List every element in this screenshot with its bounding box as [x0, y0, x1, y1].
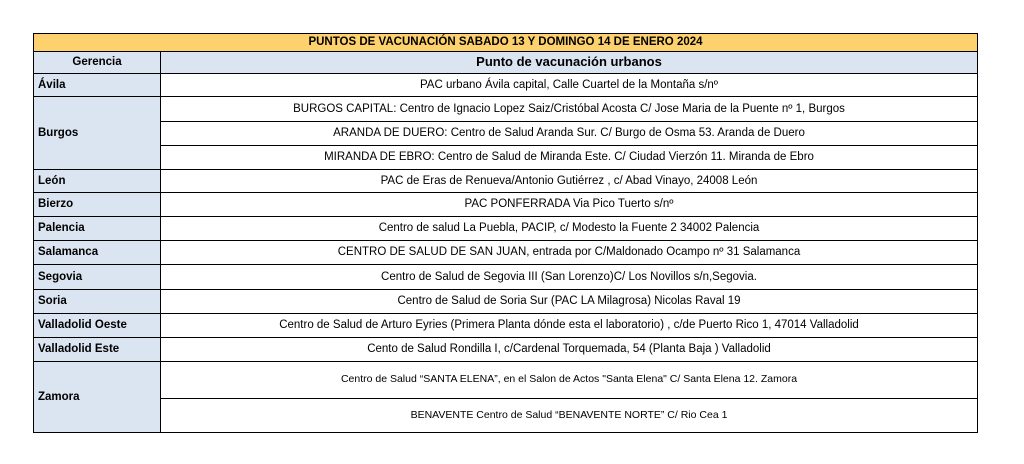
- table-row: [34, 362, 978, 399]
- gerencia-cell: Segovia: [34, 265, 161, 290]
- gerencia-cell: Ávila: [34, 74, 161, 97]
- punto-cell: Centro de Salud de Arturo Eyries (Primera Planta dónde esta el laboratorio) , c/de Puerto Rico 1, 47014 Valladolid: [161, 314, 978, 338]
- vaccination-table: [33, 33, 978, 433]
- punto-cell: PAC urbano Ávila capital, Calle Cuartel de la Montaña s/nº: [161, 74, 978, 97]
- gerencia-cell: Palencia: [34, 217, 161, 241]
- gerencia-cell: Valladolid Oeste: [34, 314, 161, 338]
- gerencia-cell: Zamora: [34, 362, 161, 433]
- header-row: [34, 52, 978, 74]
- punto-cell: Centro de Salud de Segovia III (San Lorenzo)C/ Los Novillos s/n,Segovia.: [161, 265, 978, 290]
- table-row: [34, 265, 978, 290]
- punto-cell: PAC PONFERRADA Via Pico Tuerto s/nº: [161, 193, 978, 217]
- punto-cell: Centro de salud La Puebla, PACIP, c/ Modesto la Fuente 2 34002 Palencia: [161, 217, 978, 241]
- gerencia-cell: Bierzo: [34, 193, 161, 217]
- title-row: [34, 34, 978, 52]
- punto-cell: BURGOS CAPITAL: Centro de Ignacio Lopez Saiz/Cristóbal Acosta C/ Jose Maria de la Puente nº 1, Burgos: [161, 97, 978, 122]
- table-row: [34, 193, 978, 217]
- table-row: [34, 241, 978, 265]
- gerencia-cell: León: [34, 170, 161, 193]
- header-punto: Punto de vacunación urbanos: [161, 52, 978, 74]
- table-row: [34, 314, 978, 338]
- punto-cell: Centro de Salud “SANTA ELENA”, en el Salon de Actos "Santa Elena" C/ Santa Elena 12. Zamora: [161, 362, 978, 399]
- header-gerencia: Gerencia: [34, 52, 161, 74]
- gerencia-cell: Salamanca: [34, 241, 161, 265]
- table-row: [34, 217, 978, 241]
- gerencia-cell: Burgos: [34, 97, 161, 170]
- table-row: [34, 290, 978, 314]
- punto-cell: PAC de Eras de Renueva/Antonio Gutiérrez , c/ Abad Vinayo, 24008 León: [161, 170, 978, 193]
- table-row: [34, 122, 978, 146]
- table-row: [34, 399, 978, 433]
- table-row: [34, 146, 978, 170]
- punto-cell: CENTRO DE SALUD DE SAN JUAN, entrada por C/Maldonado Ocampo nº 31 Salamanca: [161, 241, 978, 265]
- table-row: [34, 338, 978, 362]
- gerencia-cell: Valladolid Este: [34, 338, 161, 362]
- punto-cell: Cento de Salud Rondilla I, c/Cardenal Torquemada, 54 (Planta Baja ) Valladolid: [161, 338, 978, 362]
- table-row: [34, 97, 978, 122]
- punto-cell: ARANDA DE DUERO: Centro de Salud Aranda Sur. C/ Burgo de Osma 53. Aranda de Duero: [161, 122, 978, 146]
- table-row: [34, 170, 978, 193]
- gerencia-cell: Soria: [34, 290, 161, 314]
- table-title: PUNTOS DE VACUNACIÓN SABADO 13 Y DOMINGO 14 DE ENERO 2024: [34, 34, 978, 52]
- punto-cell: Centro de Salud de Soria Sur (PAC LA Milagrosa) Nicolas Raval 19: [161, 290, 978, 314]
- punto-cell: MIRANDA DE EBRO: Centro de Salud de Miranda Este. C/ Ciudad Vierzón 11. Miranda de Ebro: [161, 146, 978, 170]
- table-row: [34, 74, 978, 97]
- punto-cell: BENAVENTE Centro de Salud “BENAVENTE NORTE” C/ Rio Cea 1: [161, 399, 978, 433]
